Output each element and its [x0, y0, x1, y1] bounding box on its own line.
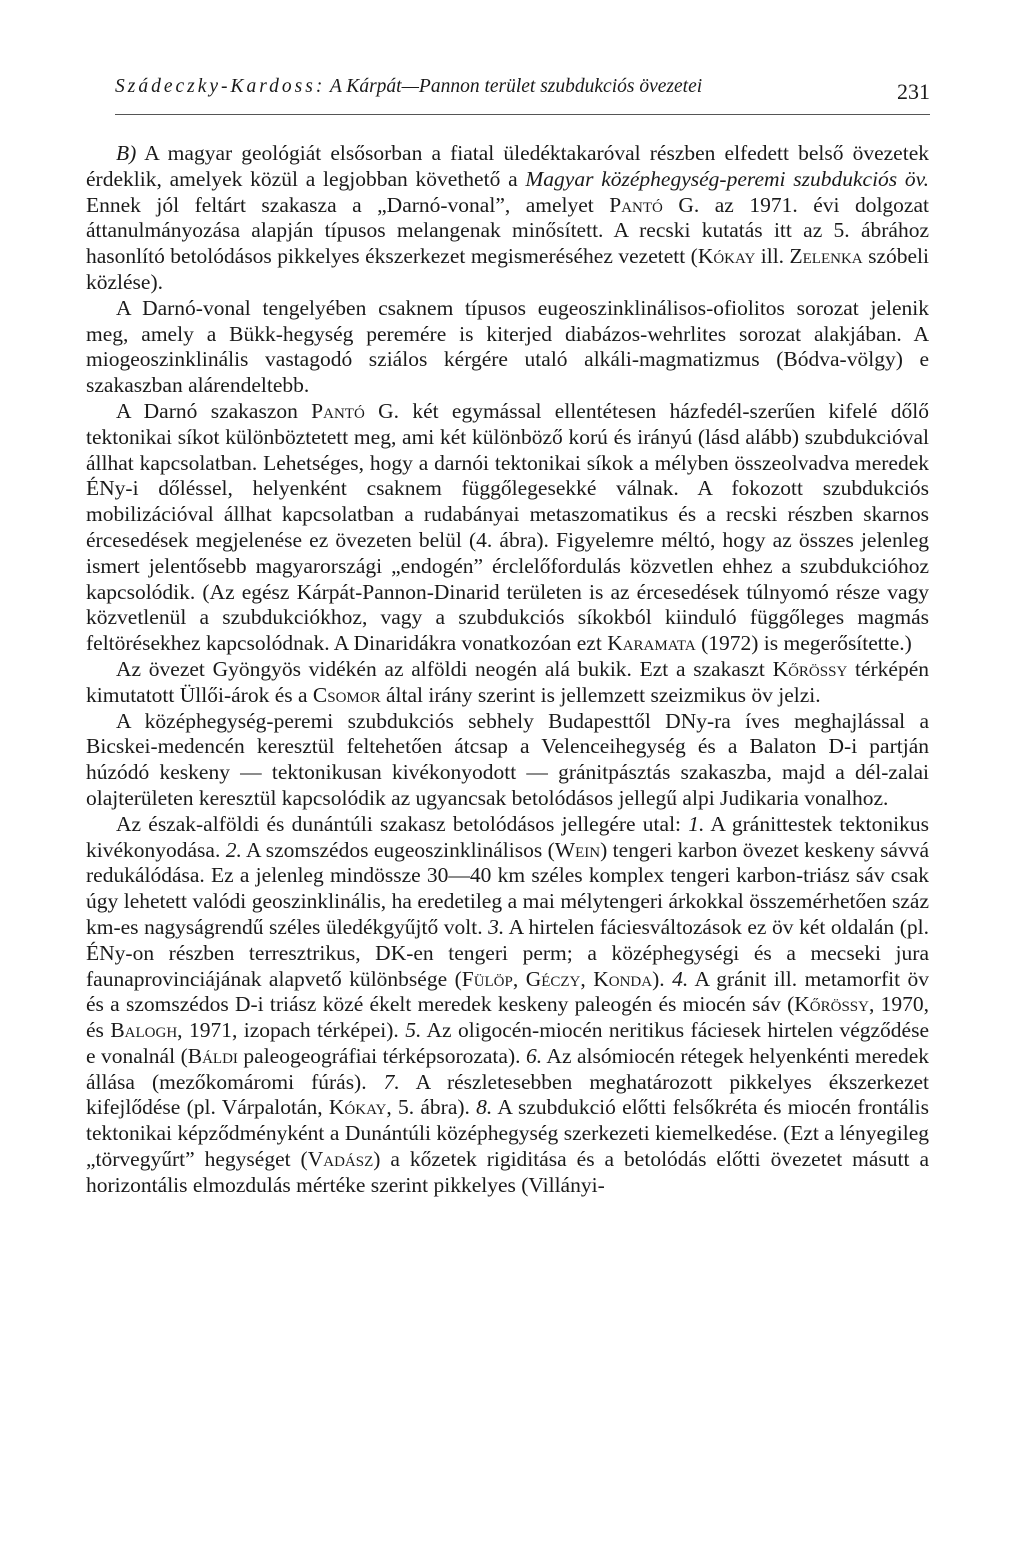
author-name: Géczy [525, 966, 581, 991]
paragraph: A Darnó szakaszon Pantó G. két egymással ellentétesen házfedél-szerűen kifelé dőlő tektonikai síkot különböztetett meg, ami két különböző korú és irányú (lásd alább) szubdukcióval állhat kapcsolatban. Lehetséges, hogy a darnói tektonikai síkok a mélyben összeolvadva meredek ÉNy-i dőléssel, helyenként csaknem függőlegesekké válnak. A fokozott szubdukciós mobilizációval állhat kapcsolatban a rudabányai metaszomatikus és a recski részben skarnos ércesedések megjelenése ez övezeten belül (4. ábra). Figyelemre méltó, hogy az összes jelenleg ismert jelentősebb magyarországi „endogén” érclelőfordulás közvetlen ehhez a szubdukcióhoz kapcsolódik. (Az egész Kárpát-Pannon-Dinarid területen is az ércesedések túlnyomó része vagy közvetlenül a szubdukciókhoz, vagy a szubdukciós síkokból kiinduló függőleges magmás feltörésekhez kapcsolódnak. A Dinaridákra vonatkozóan ezt Karamata (1972) is megerősítette.) [86, 398, 929, 656]
author-name: Csomor [312, 682, 381, 707]
body-text [86, 141, 929, 1199]
author-name: Pantó [609, 192, 663, 217]
author-name: Balogh [110, 1018, 178, 1043]
author-name: Báldi [187, 1043, 238, 1068]
paragraph: A Darnó-vonal tengelyében csaknem típusos eugeoszinklinálisos-ofiolitos sorozat jelenik meg, amely a Bükk-hegység peremére is kiterjed diabázos-wehrlites sorozat alakjában. A miogeoszinklinális vastagodó sziálos kérgére utaló alkáli-magmatizmus (Bódva-völgy) e szakaszban alárendeltebb. [86, 295, 929, 398]
emphasis-term: Magyar középhegység-peremi szubdukciós öv. [525, 166, 929, 191]
paragraph: Az észak-alföldi és dunántúli szakasz betolódásos jellegére utal: 1. A gránittestek tektonikus kivékonyodása. 2. A szomszédos eugeoszinklinálisos (Wein) tengeri karbon övezet keskeny sávvá redukálódása. Ez a jelenleg mindössze 30—40 km széles komplex tengeri karbon-triász sáv csak úgy lehetett valódi geoszinklinális, ha eredetileg a mai mélytengeri árkokkal összemérhetően száz km-es nagyságrendű széles üledékgyűjtő volt. 3. A hirtelen fáciesváltozások ez öv két oldalán (pl. ÉNy-on részben terresztrikus, DK-en tengeri perm; a középhegységi és a mecseki jura faunaprovinciájának alapvető különbsége (Fülöp, Géczy, Konda). 4. A gránit ill. metamorfit öv és a szomszédos D-i triász közé ékelt meredek keskeny paleogén és miocén sáv (Kőrössy, 1970, és Balogh, 1971, izopach térképei). 5. Az oligocén-miocén neritikus fáciesek hirtelen végződése e vonalnál (Báldi paleogeográfiai térképsorozata). 6. Az alsómiocén rétegek helyenkénti meredek állása (mezőkomáromi fúrás). 7. A részletesebben meghatározott pikkelyes ékszerkezet kifejlődése (pl. Várpalotán, Kókay, 5. ábra). 8. A szubdukció előtti felsőkréta és miocén frontális tektonikai képződményként a Dunántúli középhegység szerkezeti kiemelkedése. (Ezt a lényegileg „törvegyűrt” hegységet (Vadász) a kőzetek rigiditása és a betolódás előtti övezetet másutt a horizontális elmozdulás mértéke szerint pikkelyes (Villányi- [86, 811, 930, 1197]
author-name: Kőrössy [794, 992, 869, 1017]
author-name: Pantó [311, 398, 365, 423]
author-name: Kókay [328, 1095, 387, 1120]
header-author: Szádeczky-Kardoss: [115, 76, 326, 97]
running-head [115, 76, 930, 116]
header-rule [115, 114, 930, 115]
paragraph: A középhegység-peremi szubdukciós sebhely Budapesttől DNy-ra íves meghajlással a Bicskei-medencén keresztül feltehetően átcsap a Velenceihegység és a Balaton D-i partján húzódó keskeny — tektonikusan kivékonyodott — gránitpásztás szakaszba, majd a dél-zalai olajterületen keresztül kapcsolódik az ugyancsak betolódásos jellegű alpi Judikaria vonalhoz. [86, 708, 929, 810]
header-title: A Kárpát—Pannon terület szubdukciós övezetei [329, 76, 703, 97]
author-name: Konda [593, 966, 653, 991]
author-name: Vadász [307, 1147, 374, 1172]
author-name: Karamata [607, 631, 696, 656]
paragraph: Az övezet Gyöngyös vidékén az alföldi neogén alá bukik. Ezt a szakaszt Kőrössy térképén kimutatott Üllői-árok és a Csomor által irány szerint is jellemzett szeizmikus öv jelzi. [86, 656, 929, 707]
author-name: Wein [554, 837, 601, 862]
author-name: Kőrössy [772, 656, 848, 681]
author-name: Zelenka [789, 244, 863, 269]
page-number: 231 [897, 79, 930, 104]
author-name: Fülöp [461, 966, 513, 991]
paragraph-b: B) A magyar geológiát elsősorban a fiatal üledéktakaróval részben elfedett belső övezetek érdeklik, amelyek közül a legjobban követhető a Magyar középhegység-peremi szubdukciós öv. Ennek jól feltárt szakasza a „Darnó-vonal”, amelyet Pantó G. az 1971. évi dolgozat áttanulmányozása alapján típusos melangenak minősített. A recski kutatás itt az 5. ábrához hasonlító betolódásos pikkelyes ékszerkezet megismeréséhez vezetett (Kókay ill. Zelenka szóbeli közlése). [86, 141, 929, 294]
author-name: Kókay [697, 244, 756, 269]
